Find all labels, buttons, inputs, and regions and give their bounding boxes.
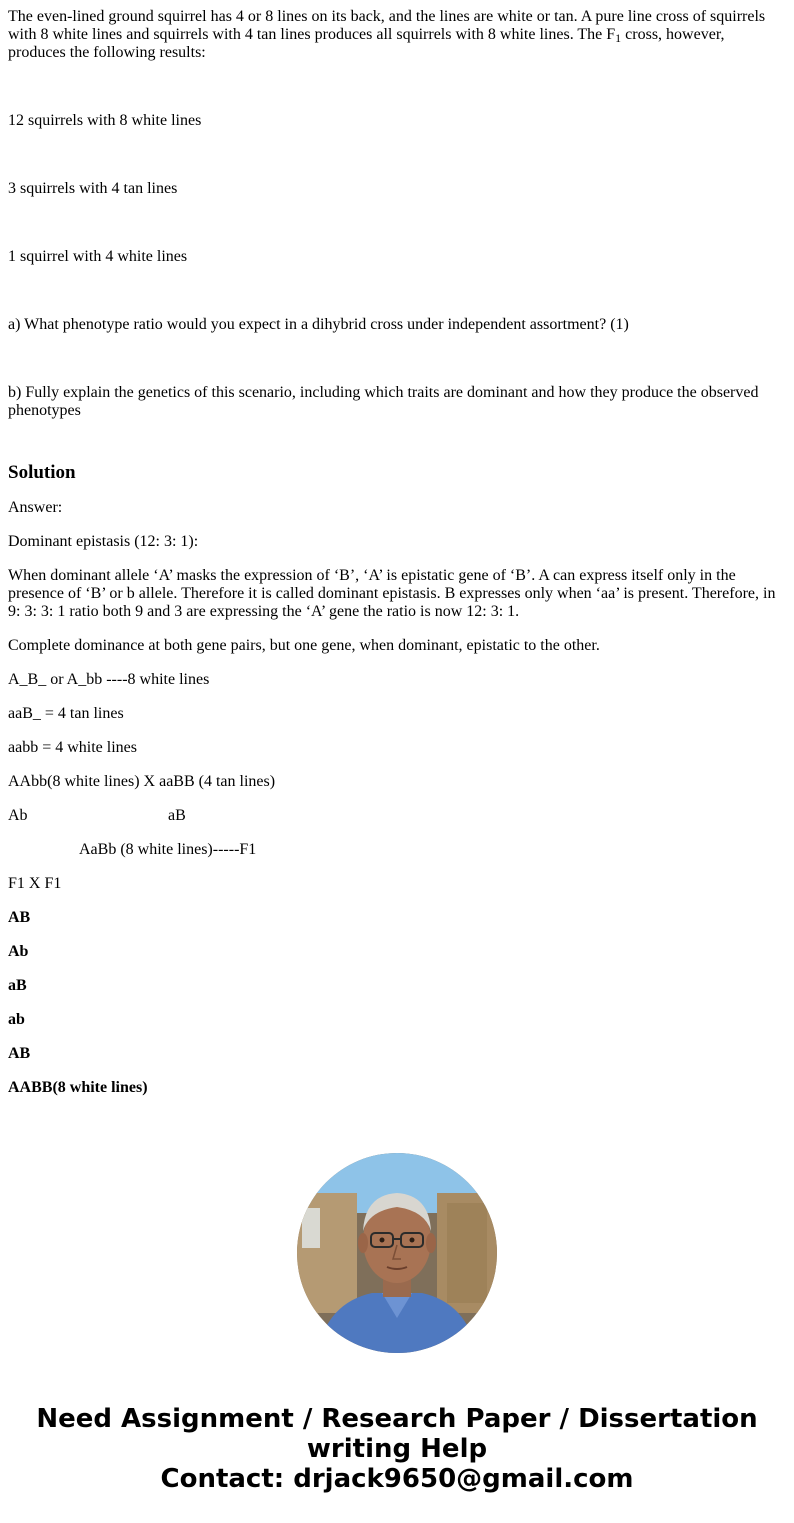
document-content [8,8,786,1113]
intro-text-part1: The even-lined ground squirrel has 4 or 8 lines on its back, and the lines are white or tan. A pure line cross of squirrels with 8 white lines and squirrels with 4 tan lines produces all squirrels with 8 white lines. The F [8,8,766,43]
explanation-paragraph: When dominant allele ‘A’ masks the expression of ‘B’, ‘A’ is epistatic gene of ‘B’. A can express itself only in the presence of ‘B’ or b allele. Therefore it is called dominant epistasis. B expresses only when ‘aa’ is present. Therefore, in 9: 3: 3: 1 ratio both 9 and 3 are expressing the ‘A’ gene the ratio is now 12: 3: 1. [8,567,776,620]
gamete-bold-line: aB [8,977,27,994]
banner-contact-line: Contact: drjack9650@gmail.com [160,1464,634,1494]
gamete-left: Ab [8,807,28,824]
f1-cross: F1 X F1 [8,875,62,892]
gamete-bold-line: AB [8,1045,31,1062]
epistasis-title: Dominant epistasis (12: 3: 1): [8,533,199,550]
question-part-a: a) What phenotype ratio would you expect in a dihybrid cross under independent assortment? (1) [8,316,629,333]
gamete-bold-line: AB [8,909,31,926]
intro-subscript: 1 [615,31,622,45]
gamete-bold-line: ab [8,1011,25,1028]
contact-banner [0,1404,794,1494]
gamete-row [8,807,786,825]
result-line: 3 squirrels with 4 tan lines [8,180,178,197]
tutor-portrait-icon [297,1153,497,1353]
question-intro [8,8,786,62]
parental-cross: AAbb(8 white lines) X aaBB (4 tan lines) [8,773,276,790]
gamete-right: aB [168,807,186,824]
genotype-line: A_B_ or A_bb ----8 white lines [8,671,210,688]
question-part-b: b) Fully explain the genetics of this scenario, including which traits are dominant and how they produce the observed phenotypes [8,384,759,419]
genotype-line: aabb = 4 white lines [8,739,137,756]
dominance-note: Complete dominance at both gene pairs, but one gene, when dominant, epistatic to the other. [8,637,600,654]
genotype-line: aaB_ = 4 tan lines [8,705,124,722]
gamete-bold-line: Ab [8,943,29,960]
banner-line-1: Need Assignment / Research Paper / Dissertation [36,1404,758,1434]
answer-label: Answer: [8,499,63,516]
f1-result: AaBb (8 white lines)-----F1 [79,841,257,858]
solution-heading: Solution [8,462,76,483]
tutor-avatar [297,1153,497,1353]
intro-text-part2: cross, however, produces the following results: [8,26,725,61]
genotype-bold-line: AABB(8 white lines) [8,1079,148,1096]
result-line: 12 squirrels with 8 white lines [8,112,202,129]
result-line: 1 squirrel with 4 white lines [8,248,188,265]
banner-line-2: writing Help [306,1434,488,1464]
